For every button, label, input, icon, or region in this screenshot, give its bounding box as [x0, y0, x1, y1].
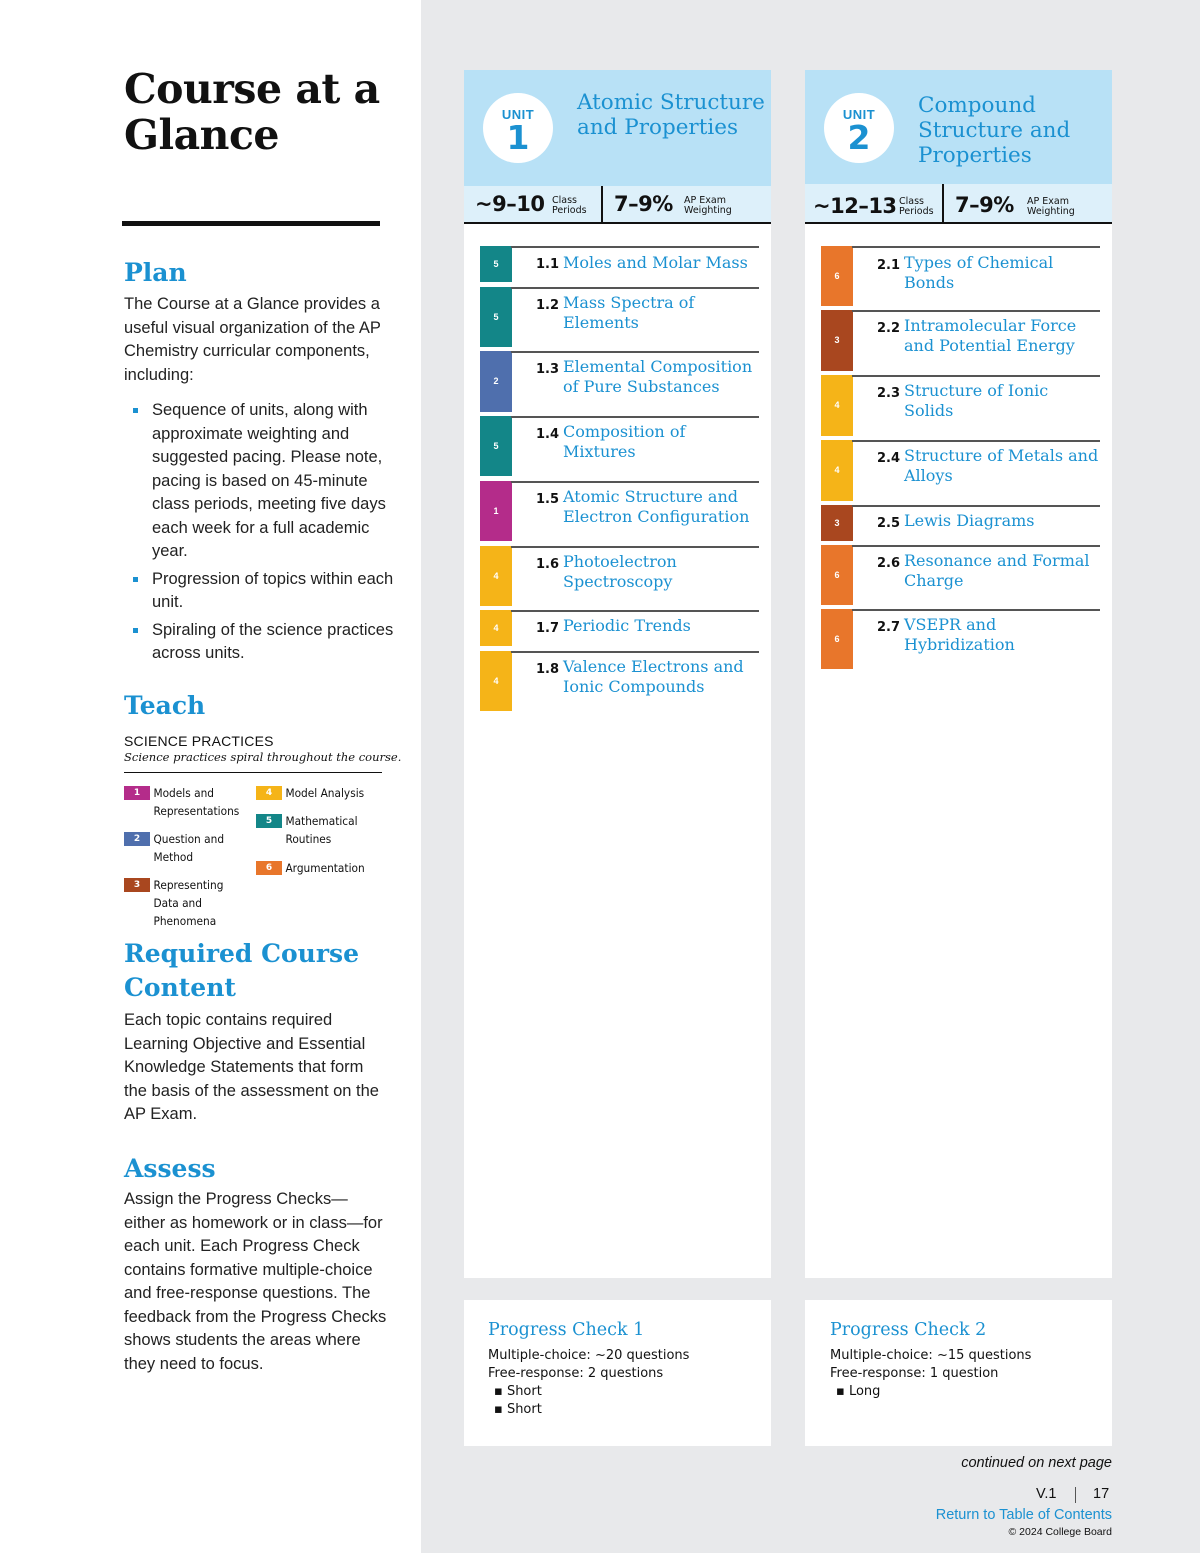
practice-marker: 5 — [480, 287, 512, 347]
required-content-heading: Required Course Content — [124, 939, 359, 1002]
progress-check-mc: Multiple-choice: ~15 questions — [830, 1348, 1032, 1363]
practice-marker: 6 — [821, 609, 853, 669]
practice-legend-item: 4 Model Analysis — [256, 784, 392, 802]
topic-name[interactable]: Valence Electrons and Ionic Compounds — [563, 657, 744, 696]
practice-legend-item: 5 Mathematical Routines — [256, 812, 392, 848]
topic-name[interactable]: Photoelectron Spectroscopy — [563, 552, 677, 591]
topic-name[interactable]: Intramolecular Force and Potential Energy — [904, 316, 1077, 355]
topic-divider — [852, 609, 1100, 611]
progress-check-item: ▪ Short — [494, 1384, 542, 1399]
practice-marker: 1 — [480, 481, 512, 541]
copyright: © 2024 College Board — [1008, 1526, 1112, 1538]
topic-divider — [511, 546, 759, 548]
exam-weighting-value: 7–9% — [614, 192, 673, 216]
practice-marker: 6 — [821, 545, 853, 605]
topic-row[interactable] — [480, 651, 759, 711]
assess-text: Assign the Progress Checks—either as homework or in class—for each unit. Each Progress Check contains formative multiple-choice and free-response questions. The feedback from the Progress Checks shows students the areas where they need to focus. — [124, 1190, 387, 1373]
practice-chip: 1 — [124, 786, 150, 800]
topic-row[interactable] — [480, 610, 759, 646]
topic-number: 2.7 — [877, 620, 901, 635]
topic-row[interactable] — [480, 246, 759, 282]
plan-bullets — [124, 399, 394, 670]
practice-marker: 4 — [821, 440, 853, 501]
progress-check-2 — [805, 1300, 1112, 1446]
practice-marker: 3 — [821, 310, 853, 371]
topic-divider — [852, 505, 1100, 507]
progress-check-fr: Free-response: 1 question — [830, 1366, 999, 1381]
unit-label: UNIT — [501, 107, 535, 122]
progress-check-title: Progress Check 2 — [830, 1320, 987, 1340]
topic-name[interactable]: Structure of Ionic Solids — [904, 381, 1049, 420]
topic-divider — [511, 416, 759, 418]
topic-row[interactable] — [480, 416, 759, 476]
topic-number: 1.4 — [536, 427, 560, 442]
topic-row[interactable] — [821, 545, 1100, 605]
topic-name[interactable]: Lewis Diagrams — [904, 511, 1035, 530]
units-panel — [421, 0, 1200, 1553]
practice-chip: 5 — [256, 814, 282, 828]
unit-badge — [483, 93, 553, 163]
progress-check-title: Progress Check 1 — [488, 1320, 645, 1340]
page-title: Course at a Glance — [124, 65, 380, 159]
class-periods-label: Class Periods — [899, 196, 934, 217]
topic-row[interactable] — [821, 440, 1100, 501]
topic-number: 2.6 — [877, 556, 901, 571]
practice-marker: 5 — [480, 246, 512, 282]
topic-name[interactable]: VSEPR and Hybridization — [904, 615, 1015, 654]
stats-divider — [942, 184, 944, 222]
page-number: 17 — [1093, 1486, 1110, 1502]
topic-name[interactable]: Types of Chemical Bonds — [904, 253, 1054, 292]
unit-badge — [824, 93, 894, 163]
practice-marker: 2 — [480, 351, 512, 412]
continued-note: continued on next page — [961, 1455, 1112, 1471]
practices-divider — [124, 772, 382, 773]
practice-marker: 4 — [480, 651, 512, 711]
topic-divider — [852, 246, 1100, 248]
plan-bullet: Sequence of units, along with approximate weighting and suggested pacing. Please note, pacing is based on 45-minute class periods, meeting five days each week for a full academic year. — [124, 399, 394, 564]
science-practices-title: SCIENCE PRACTICES — [124, 733, 274, 749]
topic-divider — [511, 246, 759, 248]
practice-legend-item: 6 Argumentation — [256, 859, 392, 877]
practice-marker: 6 — [821, 246, 853, 306]
class-periods-label: Class Periods — [552, 195, 587, 216]
topic-row[interactable] — [821, 609, 1100, 669]
topic-row[interactable] — [821, 375, 1100, 436]
topic-divider — [511, 287, 759, 289]
class-periods-value: ~12–13 — [813, 194, 897, 218]
unit-title: Compound Structure and Properties — [918, 93, 1071, 168]
topic-number: 1.5 — [536, 492, 560, 507]
topic-number: 2.5 — [877, 516, 901, 531]
unit-card-2 — [805, 70, 1112, 1278]
topic-name[interactable]: Moles and Molar Mass — [563, 253, 748, 272]
unit-header — [464, 70, 771, 186]
topic-divider — [511, 481, 759, 483]
topic-row[interactable] — [480, 287, 759, 347]
topic-divider — [852, 375, 1100, 377]
unit-stats — [464, 186, 771, 224]
unit-title: Atomic Structure and Properties — [577, 90, 765, 140]
progress-check-1 — [464, 1300, 771, 1446]
practice-legend-item: 1 Models and Representations — [124, 784, 260, 820]
unit-number: 2 — [847, 118, 871, 157]
plan-bullet: Spiraling of the science practices across units. — [124, 619, 394, 666]
required-content-text: Each topic contains required Learning Objective and Essential Knowledge Statements that form the basis of the assessment on the AP Exam. — [124, 1011, 379, 1123]
exam-weighting-label: AP Exam Weighting — [684, 195, 732, 216]
topic-row[interactable] — [480, 481, 759, 541]
topic-name[interactable]: Elemental Composition of Pure Substances — [563, 357, 753, 396]
practice-chip: 6 — [256, 861, 282, 875]
practice-marker: 4 — [480, 546, 512, 606]
topic-number: 1.6 — [536, 557, 560, 572]
topic-number: 1.1 — [536, 257, 560, 272]
topic-name[interactable]: Resonance and Formal Charge — [904, 551, 1090, 590]
footer-divider — [1075, 1487, 1076, 1503]
progress-check-mc: Multiple-choice: ~20 questions — [488, 1348, 690, 1363]
progress-check-item: ▪ Long — [836, 1384, 881, 1399]
plan-bullet: Progression of topics within each unit. — [124, 568, 394, 615]
practice-legend-item: 3 Representing Data and Phenomena — [124, 876, 260, 930]
topic-number: 1.3 — [536, 362, 560, 377]
topic-name[interactable]: Structure of Metals and Alloys — [904, 446, 1099, 485]
topic-number: 2.4 — [877, 451, 901, 466]
unit-card-1 — [464, 70, 771, 1278]
topic-name[interactable]: Composition of Mixtures — [563, 422, 686, 461]
topic-number: 2.2 — [877, 321, 901, 336]
topic-number: 1.8 — [536, 662, 560, 677]
teach-heading: Teach — [124, 691, 206, 720]
sidebar — [0, 0, 421, 1553]
practice-chip: 3 — [124, 878, 150, 892]
practice-chip: 4 — [256, 786, 282, 800]
progress-check-item: ▪ Short — [494, 1402, 542, 1417]
topic-divider — [511, 351, 759, 353]
exam-weighting-label: AP Exam Weighting — [1027, 196, 1075, 217]
plan-heading: Plan — [124, 258, 187, 287]
practice-marker: 5 — [480, 416, 512, 476]
topic-name[interactable]: Periodic Trends — [563, 616, 691, 635]
topic-divider — [852, 440, 1100, 442]
topic-number: 1.2 — [536, 298, 560, 313]
unit-label: UNIT — [842, 107, 876, 122]
topic-divider — [852, 545, 1100, 547]
topic-number: 2.3 — [877, 386, 901, 401]
practice-legend-item: 2 Question and Method — [124, 830, 260, 866]
practice-marker: 3 — [821, 505, 853, 541]
exam-weighting-value: 7–9% — [955, 193, 1014, 217]
topic-row[interactable] — [480, 546, 759, 606]
practice-marker: 4 — [821, 375, 853, 436]
class-periods-value: ~9–10 — [475, 192, 545, 216]
science-practices-subtitle: Science practices spiral throughout the course. — [124, 750, 402, 764]
unit-header — [805, 70, 1112, 184]
unit-stats — [805, 184, 1112, 224]
practice-marker: 4 — [480, 610, 512, 646]
topic-row[interactable] — [821, 310, 1100, 371]
topic-row[interactable] — [480, 351, 759, 412]
stats-divider — [601, 186, 603, 222]
assess-heading: Assess — [124, 1154, 216, 1183]
topic-divider — [511, 610, 759, 612]
practice-chip: 2 — [124, 832, 150, 846]
topic-row[interactable] — [821, 246, 1100, 306]
topic-name[interactable]: Mass Spectra of Elements — [563, 293, 695, 332]
return-to-toc-link[interactable]: Return to Table of Contents — [935, 1507, 1112, 1523]
topic-divider — [852, 310, 1100, 312]
topic-divider — [511, 651, 759, 653]
version-label: V.1 — [1036, 1486, 1057, 1502]
title-divider — [122, 221, 380, 226]
topic-number: 1.7 — [536, 621, 560, 636]
progress-check-fr: Free-response: 2 questions — [488, 1366, 664, 1381]
unit-number: 1 — [506, 118, 530, 157]
topic-row[interactable] — [821, 505, 1100, 541]
topic-number: 2.1 — [877, 258, 901, 273]
plan-intro: The Course at a Glance provides a useful visual organization of the AP Chemistry curricular components, including: — [124, 295, 381, 384]
topic-name[interactable]: Atomic Structure and Electron Configuration — [563, 487, 750, 526]
